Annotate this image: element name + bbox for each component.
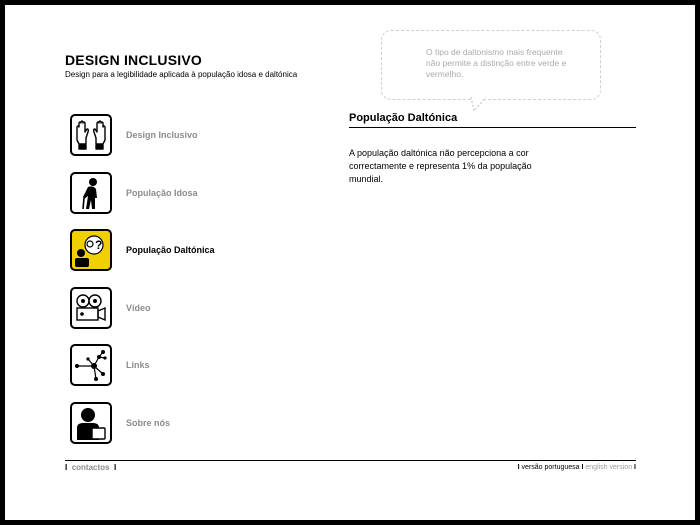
menu-label-sobre-nos: Sobre nós (126, 418, 171, 428)
content-panel (349, 112, 636, 186)
elderly-person-icon (70, 172, 112, 214)
raised-hands-icon (70, 114, 112, 156)
footer-contacts (65, 463, 116, 472)
footer-divider (65, 460, 636, 461)
menu-item-video[interactable] (70, 284, 290, 332)
site-header (65, 52, 297, 79)
content-body: A população daltónica não percepciona a cor correctamente e representa 1% da população mundial. (349, 148, 532, 184)
footer-separator: I (65, 463, 68, 472)
menu-item-links[interactable] (70, 341, 290, 389)
menu-item-sobre-nos[interactable] (70, 399, 290, 447)
site-title: DESIGN INCLUSIVO (65, 52, 202, 68)
contacts-link[interactable]: contactos (71, 463, 110, 472)
network-links-icon (70, 344, 112, 386)
page (5, 5, 695, 520)
menu-label-populacao-daltonica: População Daltónica (126, 245, 215, 255)
english-version-link[interactable]: english version (585, 464, 633, 471)
menu-item-populacao-daltonica[interactable] (70, 226, 290, 274)
video-camera-icon (70, 287, 112, 329)
footer-separator: I (634, 464, 636, 471)
footer-separator: I (581, 464, 584, 471)
menu-label-links: Links (126, 360, 150, 370)
language-switch (511, 464, 636, 471)
menu-label-populacao-idosa: População Idosa (126, 188, 198, 198)
svg-text:?: ? (95, 238, 103, 252)
tip-bubble-tail (470, 97, 488, 113)
about-person-icon (70, 402, 112, 444)
content-title: População Daltónica (349, 112, 636, 128)
menu-item-design-inclusivo[interactable] (70, 111, 290, 159)
footer-separator: I (517, 464, 520, 471)
site-subtitle: Design para a legibilidade aplicada à população idosa e daltónica (65, 70, 298, 79)
tip-text: O tipo de daltonismo mais frequente não permite a distinção entre verde e vermelho. (426, 47, 567, 79)
footer-separator: I (113, 463, 117, 472)
tip-bubble (381, 30, 601, 100)
colorblind-person-icon (70, 229, 112, 271)
menu-label-video: Vídeo (126, 303, 151, 313)
portuguese-version-link[interactable]: versão portuguesa (521, 464, 580, 471)
menu-label-design-inclusivo: Design Inclusivo (126, 130, 198, 140)
menu-item-populacao-idosa[interactable] (70, 169, 290, 217)
